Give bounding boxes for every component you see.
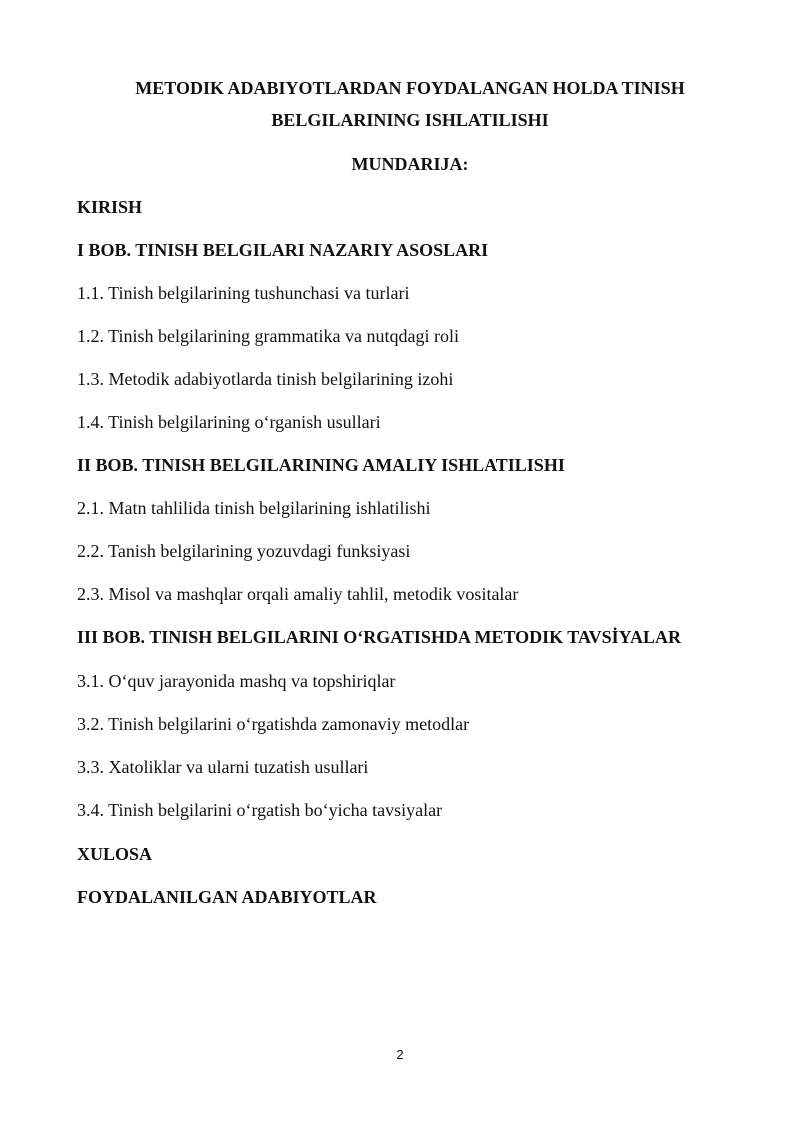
toc-entry-introduction: KIRISH [77,197,143,217]
toc-entry-section-3-4: 3.4. Tinish belgilarini o‘rgatish bo‘yicha tavsiyalar [77,800,443,820]
toc-entry-conclusion: XULOSA [77,844,153,864]
toc-entry-section-1-1: 1.1. Tinish belgilarining tushunchasi va turlari [77,283,410,303]
toc-entry-section-1-3: 1.3. Metodik adabiyotlarda tinish belgilarining izohi [77,369,454,389]
toc-entry-section-2-3: 2.3. Misol va mashqlar orqali amaliy tahlil, metodik vositalar [77,584,519,604]
toc-entry-section-1-2: 1.2. Tinish belgilarining grammatika va nutqdagi roli [77,326,459,346]
toc-entry-section-3-2: 3.2. Tinish belgilarini o‘rgatishda zamonaviy metodlar [77,714,470,734]
document-title-line-2: BELGILARINING ISHLATILISHI [271,110,549,130]
toc-entry-section-3-3: 3.3. Xatoliklar va ularni tuzatish usullari [77,757,369,777]
contents-heading: MUNDARIJA: [351,154,469,174]
toc-entry-chapter-3: III BOB. TINISH BELGILARINI O‘RGATISHDA METODIK TAVSİYALAR [77,627,682,647]
toc-entry-chapter-1: I BOB. TINISH BELGILARI NAZARIY ASOSLARI [77,240,489,260]
toc-entry-section-3-1: 3.1. O‘quv jarayonida mashq va topshiriqlar [77,671,396,691]
toc-entry-section-2-1: 2.1. Matn tahlilida tinish belgilarining ishlatilishi [77,498,431,518]
toc-entry-references: FOYDALANILGAN ADABIYOTLAR [77,887,377,907]
toc-entry-section-1-4: 1.4. Tinish belgilarining o‘rganish usullari [77,412,381,432]
document-title-line-1: METODIK ADABIYOTLARDAN FOYDALANGAN HOLDA TINISH [135,78,685,98]
toc-entry-chapter-2: II BOB. TINISH BELGILARINING AMALIY ISHLATILISHI [77,455,565,475]
page-number: 2 [396,1047,404,1062]
toc-entry-section-2-2: 2.2. Tanish belgilarining yozuvdagi funksiyasi [77,541,411,561]
